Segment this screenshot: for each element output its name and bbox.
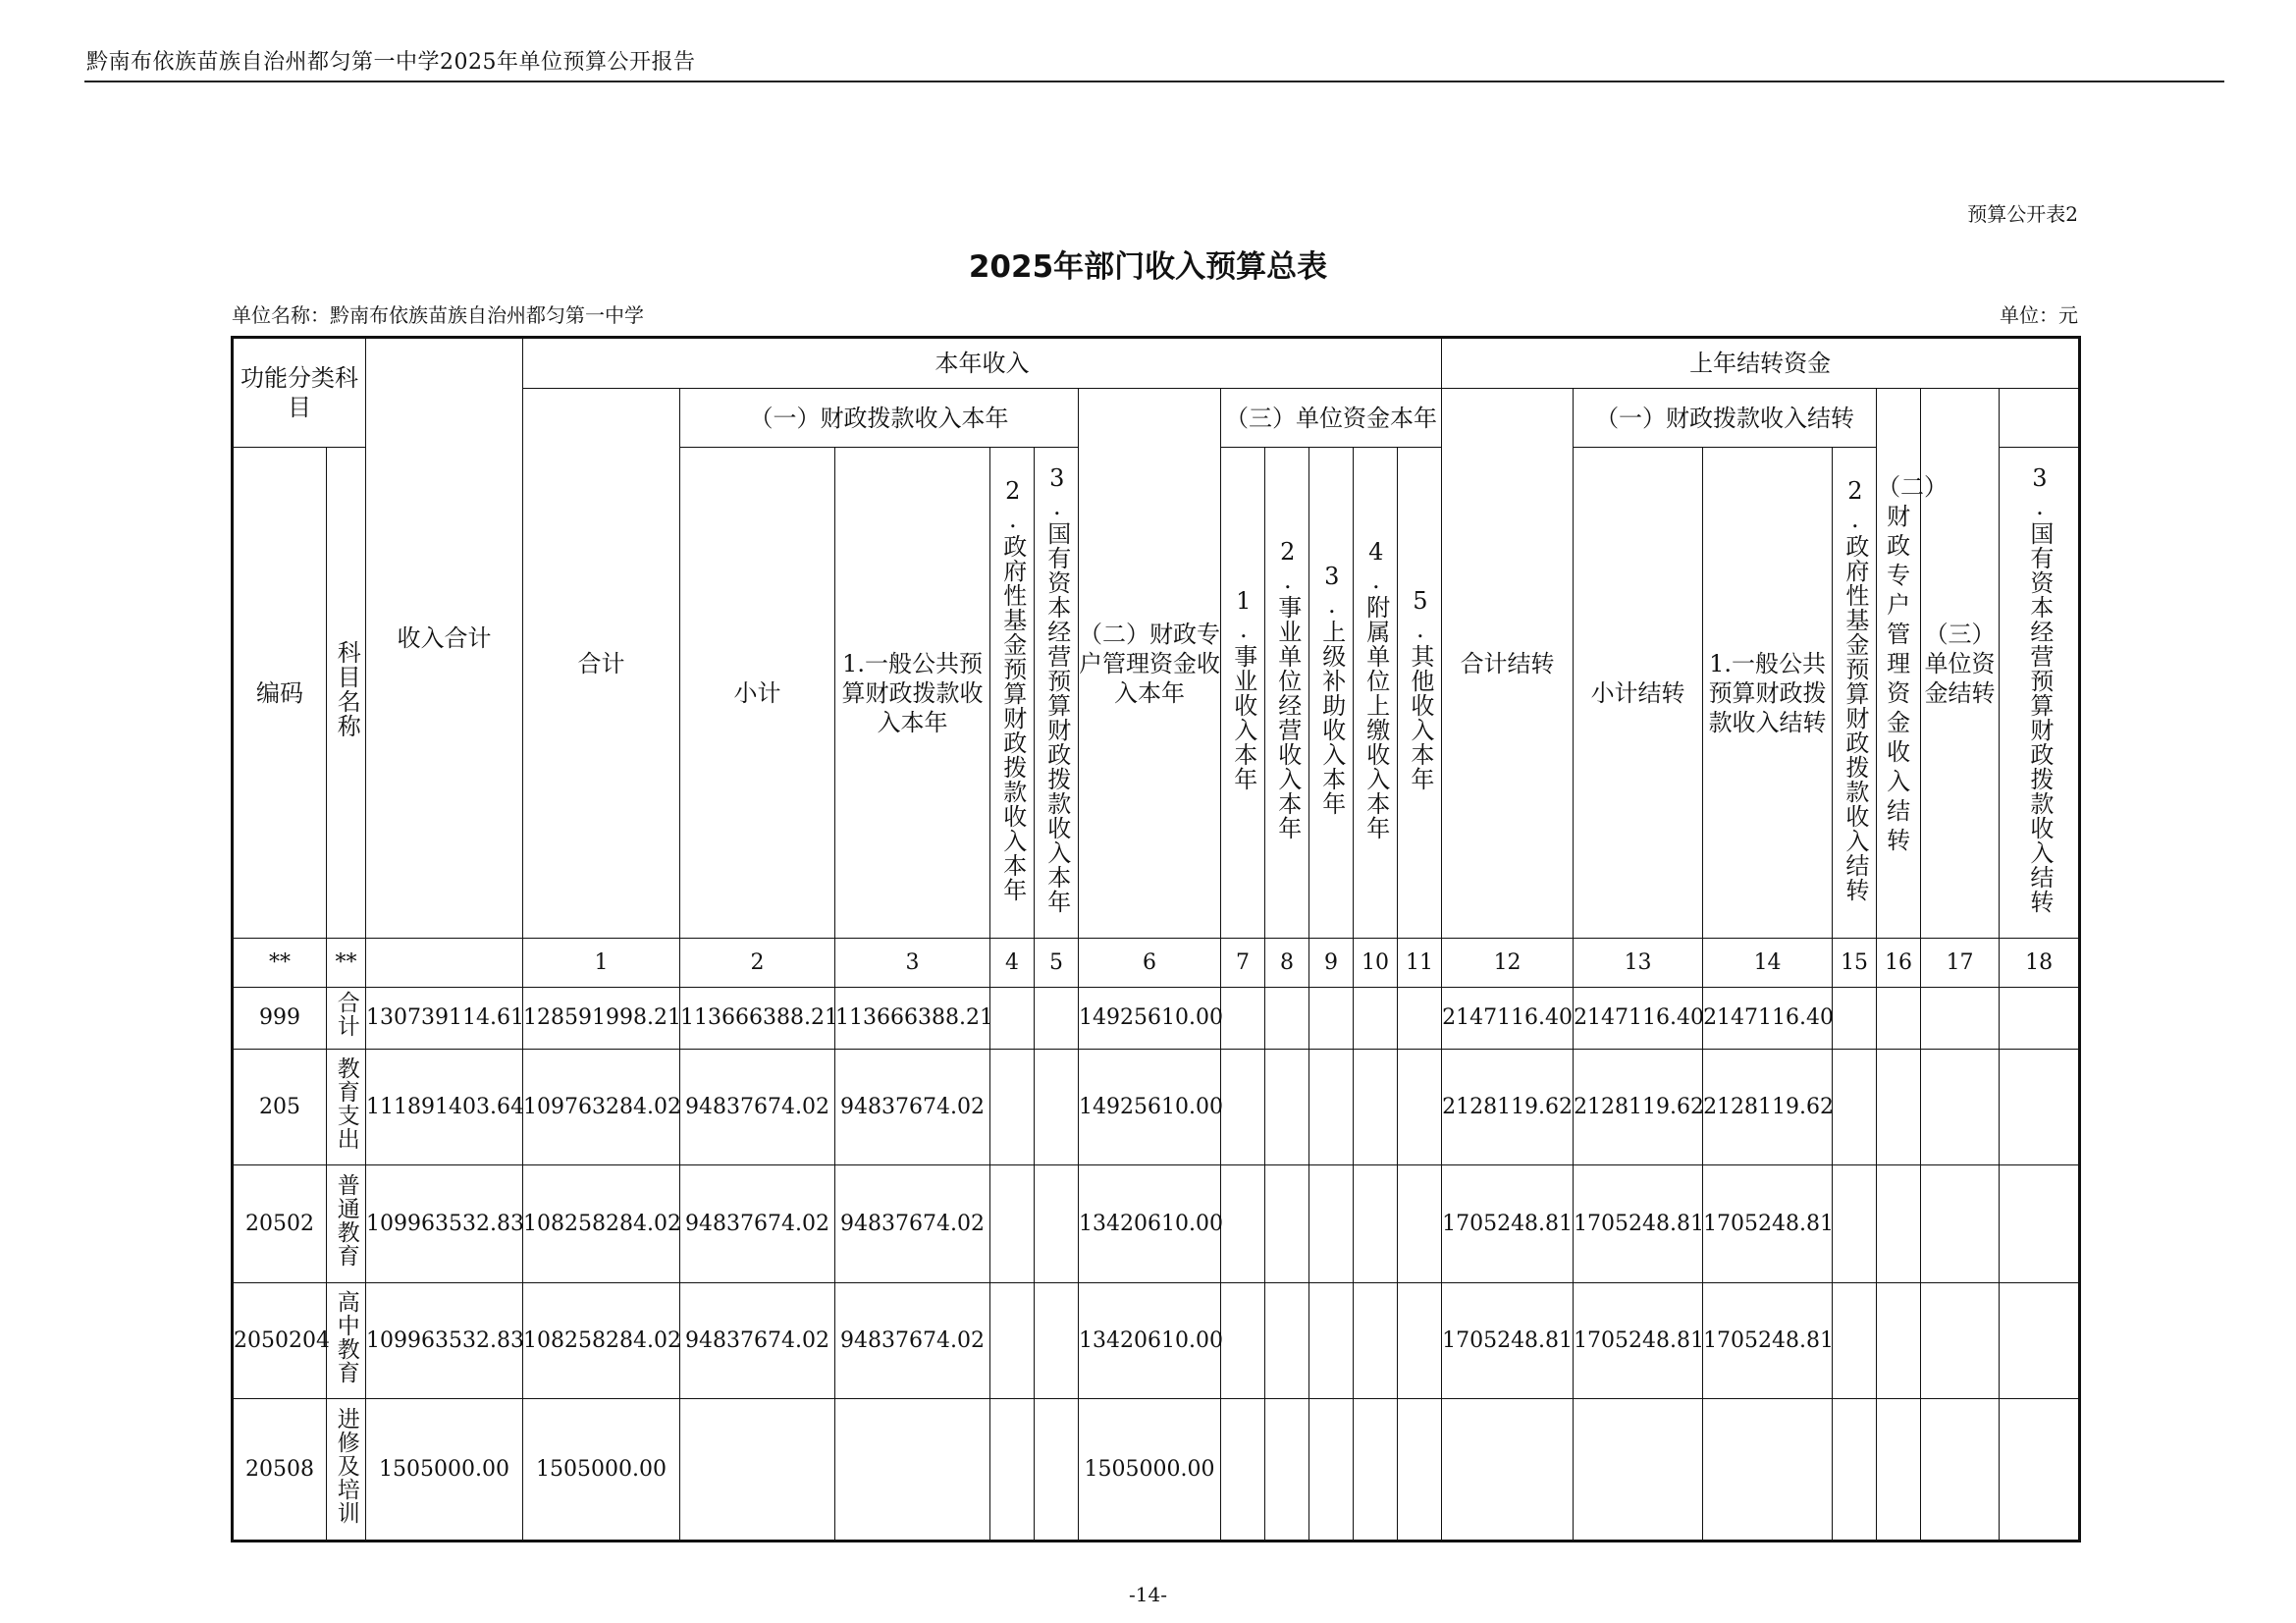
header-gov-fund-cell xyxy=(990,448,1035,939)
row-career-income xyxy=(1221,988,1265,1050)
row-carry-general: 2128119.62 xyxy=(1703,1050,1833,1165)
index-row xyxy=(233,939,2080,988)
row-total-income: 109963532.83 xyxy=(366,1165,523,1283)
row-carry-state-capital xyxy=(1877,1165,1921,1283)
row-current-total: 108258284.02 xyxy=(523,1165,680,1283)
header-carry-fiscal: （一）财政拨款收入结转 xyxy=(1574,389,1877,448)
table-row xyxy=(233,1283,2080,1399)
row-carry-state-capital xyxy=(1877,988,1921,1050)
table-row xyxy=(233,988,2080,1050)
index-cell: 18 xyxy=(2000,939,2080,988)
row-subtotal: 94837674.02 xyxy=(680,1283,835,1399)
row-career-income xyxy=(1221,1283,1265,1399)
row-carry-special xyxy=(1921,1283,2000,1399)
index-cell: 15 xyxy=(1833,939,1877,988)
header-affiliated-income-cell xyxy=(1354,448,1398,939)
row-career-income xyxy=(1221,1399,1265,1542)
row-carry-unit xyxy=(2000,1050,2080,1165)
row-carry-gov-fund xyxy=(1833,1399,1877,1542)
row-carry-unit xyxy=(2000,1283,2080,1399)
index-cell: 10 xyxy=(1354,939,1398,988)
row-carry-total xyxy=(1442,1399,1574,1542)
row-superior-subsidy xyxy=(1309,1050,1354,1165)
row-name: 普通教育 xyxy=(333,1172,359,1268)
header-career-income-cell xyxy=(1221,448,1265,939)
row-name-cell xyxy=(327,1283,366,1399)
index-cell: 8 xyxy=(1265,939,1309,988)
row-carry-general: 2147116.40 xyxy=(1703,988,1833,1050)
index-cell: 5 xyxy=(1035,939,1079,988)
row-carry-special xyxy=(1921,1399,2000,1542)
index-cell: 12 xyxy=(1442,939,1574,988)
row-carry-state-capital xyxy=(1877,1399,1921,1542)
index-cell: 13 xyxy=(1574,939,1703,988)
row-current-total: 1505000.00 xyxy=(523,1399,680,1542)
row-carry-subtotal xyxy=(1574,1399,1703,1542)
row-current-total: 109763284.02 xyxy=(523,1050,680,1165)
row-general-public xyxy=(835,1399,990,1542)
header-affiliated-income: 4.附属单位上缴收入本年 xyxy=(1362,538,1390,840)
row-carry-total: 1705248.81 xyxy=(1442,1165,1574,1283)
index-cell: 6 xyxy=(1079,939,1221,988)
index-cell: 9 xyxy=(1309,939,1354,988)
row-special-account: 1505000.00 xyxy=(1079,1399,1221,1542)
page-number: -14- xyxy=(1129,1583,1167,1606)
row-other-income xyxy=(1398,1165,1442,1283)
row-carry-general xyxy=(1703,1399,1833,1542)
row-business-income xyxy=(1265,988,1309,1050)
row-name-cell xyxy=(327,1050,366,1165)
row-state-capital xyxy=(1035,1165,1079,1283)
row-affiliated-income xyxy=(1354,988,1398,1050)
row-carry-total: 2147116.40 xyxy=(1442,988,1574,1050)
row-code: 20508 xyxy=(233,1399,327,1542)
document-header-title: 黔南布依族苗族自治州都匀第一中学2025年单位预算公开报告 xyxy=(86,50,696,75)
header-general-public: 1.一般公共预算财政拨款收入本年 xyxy=(835,448,990,939)
index-cell xyxy=(366,939,523,988)
row-total-income: 130739114.61 xyxy=(366,988,523,1050)
row-total-income: 111891403.64 xyxy=(366,1050,523,1165)
header-code: 编码 xyxy=(233,448,327,939)
row-name-cell xyxy=(327,1165,366,1283)
row-general-public: 94837674.02 xyxy=(835,1165,990,1283)
row-special-account: 14925610.00 xyxy=(1079,988,1221,1050)
header-total-income: 收入合计 xyxy=(366,338,523,939)
index-cell: ** xyxy=(233,939,327,988)
index-cell: 7 xyxy=(1221,939,1265,988)
row-carry-general: 1705248.81 xyxy=(1703,1283,1833,1399)
row-total-income: 109963532.83 xyxy=(366,1283,523,1399)
header-carry-state-capital-cell xyxy=(2000,448,2080,939)
unit-measure-label: 单位：元 xyxy=(2000,303,2078,327)
index-cell: 3 xyxy=(835,939,990,988)
row-affiliated-income xyxy=(1354,1050,1398,1165)
row-superior-subsidy xyxy=(1309,1399,1354,1542)
header-business-income-cell xyxy=(1265,448,1309,939)
row-gov-fund xyxy=(990,988,1035,1050)
row-subtotal: 113666388.21 xyxy=(680,988,835,1050)
row-career-income xyxy=(1221,1050,1265,1165)
table-number-label: 预算公开表2 xyxy=(1967,202,2078,226)
row-gov-fund xyxy=(990,1399,1035,1542)
row-name: 高中教育 xyxy=(333,1289,359,1384)
row-gov-fund xyxy=(990,1050,1035,1165)
header-carry-gov-fund: 2.政府性基金预算财政拨款收入结转 xyxy=(1841,476,1869,902)
row-other-income xyxy=(1398,988,1442,1050)
header-subtotal: 小计 xyxy=(680,448,835,939)
header-carry-unit: （三）单位资金结转 xyxy=(1921,389,2000,939)
row-carry-state-capital xyxy=(1877,1050,1921,1165)
header-subject-name-cell xyxy=(327,448,366,939)
header-superior-subsidy: 3.上级补助收入本年 xyxy=(1317,563,1346,816)
index-cell: 4 xyxy=(990,939,1035,988)
header-other-income-cell xyxy=(1398,448,1442,939)
index-cell: 17 xyxy=(1921,939,2000,988)
row-carry-subtotal: 1705248.81 xyxy=(1574,1165,1703,1283)
header-career-income: 1.事业收入本年 xyxy=(1229,587,1257,791)
row-other-income xyxy=(1398,1399,1442,1542)
header-carry-state-capital: 3.国有资本经营预算财政拨款收入结转 xyxy=(2025,464,2054,914)
row-total-income: 1505000.00 xyxy=(366,1399,523,1542)
header-special-account: （二）财政专户管理资金收入本年 xyxy=(1079,389,1221,939)
row-carry-special xyxy=(1921,988,2000,1050)
row-carry-unit xyxy=(2000,1165,2080,1283)
header-gov-fund: 2.政府性基金预算财政拨款收入本年 xyxy=(998,476,1027,902)
header-current-total: 合计 xyxy=(523,389,680,939)
index-cell: 14 xyxy=(1703,939,1833,988)
row-carry-special xyxy=(1921,1050,2000,1165)
row-business-income xyxy=(1265,1283,1309,1399)
row-special-account: 13420610.00 xyxy=(1079,1165,1221,1283)
table-row xyxy=(233,1399,2080,1542)
row-affiliated-income xyxy=(1354,1165,1398,1283)
row-subtotal: 94837674.02 xyxy=(680,1050,835,1165)
income-budget-table xyxy=(231,336,2081,1542)
header-carry-gov-fund-cell xyxy=(1833,448,1877,939)
header-superior-subsidy-cell xyxy=(1309,448,1354,939)
row-carry-unit xyxy=(2000,1399,2080,1542)
table-row xyxy=(233,1050,2080,1165)
row-carry-state-capital xyxy=(1877,1283,1921,1399)
row-business-income xyxy=(1265,1165,1309,1283)
header-fiscal-alloc: （一）财政拨款收入本年 xyxy=(680,389,1079,448)
row-name-cell xyxy=(327,988,366,1050)
row-special-account: 14925610.00 xyxy=(1079,1050,1221,1165)
row-carry-subtotal: 2128119.62 xyxy=(1574,1050,1703,1165)
row-code: 205 xyxy=(233,1050,327,1165)
row-carry-gov-fund xyxy=(1833,1050,1877,1165)
header-subject-name: 科目名称 xyxy=(333,640,361,738)
row-superior-subsidy xyxy=(1309,988,1354,1050)
header-other-income: 5.其他收入本年 xyxy=(1406,587,1434,791)
row-carry-unit xyxy=(2000,988,2080,1050)
row-carry-general: 1705248.81 xyxy=(1703,1165,1833,1283)
header-divider xyxy=(84,81,2224,82)
row-business-income xyxy=(1265,1399,1309,1542)
row-carry-special xyxy=(1921,1165,2000,1283)
row-general-public: 94837674.02 xyxy=(835,1050,990,1165)
row-code: 999 xyxy=(233,988,327,1050)
header-carryover: 上年结转资金 xyxy=(1442,338,2080,389)
row-current-total: 108258284.02 xyxy=(523,1283,680,1399)
header-business-income: 2.事业单位经营收入本年 xyxy=(1273,538,1302,840)
row-name: 合计 xyxy=(333,991,359,1039)
header-unit-funds: （三）单位资金本年 xyxy=(1221,389,1442,448)
row-business-income xyxy=(1265,1050,1309,1165)
header-func-class: 功能分类科目 xyxy=(233,338,366,448)
row-name-cell xyxy=(327,1399,366,1542)
row-state-capital xyxy=(1035,1050,1079,1165)
row-code: 2050204 xyxy=(233,1283,327,1399)
row-affiliated-income xyxy=(1354,1399,1398,1542)
row-superior-subsidy xyxy=(1309,1165,1354,1283)
row-general-public: 94837674.02 xyxy=(835,1283,990,1399)
row-other-income xyxy=(1398,1050,1442,1165)
index-cell: ** xyxy=(327,939,366,988)
row-name: 进修及培训 xyxy=(333,1406,359,1525)
report-title: 2025年部门收入预算总表 xyxy=(968,249,1328,285)
header-carry-special: （二）财政专户管理资金收入结转 xyxy=(1877,389,1921,939)
row-state-capital xyxy=(1035,1399,1079,1542)
header-carry-subtotal: 小计结转 xyxy=(1574,448,1703,939)
row-carry-gov-fund xyxy=(1833,1165,1877,1283)
row-gov-fund xyxy=(990,1283,1035,1399)
row-carry-total: 2128119.62 xyxy=(1442,1050,1574,1165)
row-other-income xyxy=(1398,1283,1442,1399)
row-affiliated-income xyxy=(1354,1283,1398,1399)
row-career-income xyxy=(1221,1165,1265,1283)
header-carry-total: 合计结转 xyxy=(1442,389,1574,939)
header-current-year: 本年收入 xyxy=(523,338,1442,389)
row-gov-fund xyxy=(990,1165,1035,1283)
row-state-capital xyxy=(1035,1283,1079,1399)
row-special-account: 13420610.00 xyxy=(1079,1283,1221,1399)
row-subtotal: 94837674.02 xyxy=(680,1165,835,1283)
header-carry-general: 1.一般公共预算财政拨款收入结转 xyxy=(1703,448,1833,939)
row-code: 20502 xyxy=(233,1165,327,1283)
row-name: 教育支出 xyxy=(333,1055,359,1151)
row-general-public: 113666388.21 xyxy=(835,988,990,1050)
index-cell: 16 xyxy=(1877,939,1921,988)
row-state-capital xyxy=(1035,988,1079,1050)
row-superior-subsidy xyxy=(1309,1283,1354,1399)
table-row xyxy=(233,1165,2080,1283)
row-carry-subtotal: 1705248.81 xyxy=(1574,1283,1703,1399)
header-state-capital-cell xyxy=(1035,448,1079,939)
row-carry-total: 1705248.81 xyxy=(1442,1283,1574,1399)
row-carry-gov-fund xyxy=(1833,988,1877,1050)
row-carry-gov-fund xyxy=(1833,1283,1877,1399)
row-subtotal xyxy=(680,1399,835,1542)
unit-name-label: 单位名称：黔南布依族苗族自治州都匀第一中学 xyxy=(232,303,644,327)
row-current-total: 128591998.21 xyxy=(523,988,680,1050)
index-cell: 11 xyxy=(1398,939,1442,988)
row-carry-subtotal: 2147116.40 xyxy=(1574,988,1703,1050)
index-cell: 1 xyxy=(523,939,680,988)
header-state-capital: 3.国有资本经营预算财政拨款收入本年 xyxy=(1042,464,1071,914)
index-cell: 2 xyxy=(680,939,835,988)
